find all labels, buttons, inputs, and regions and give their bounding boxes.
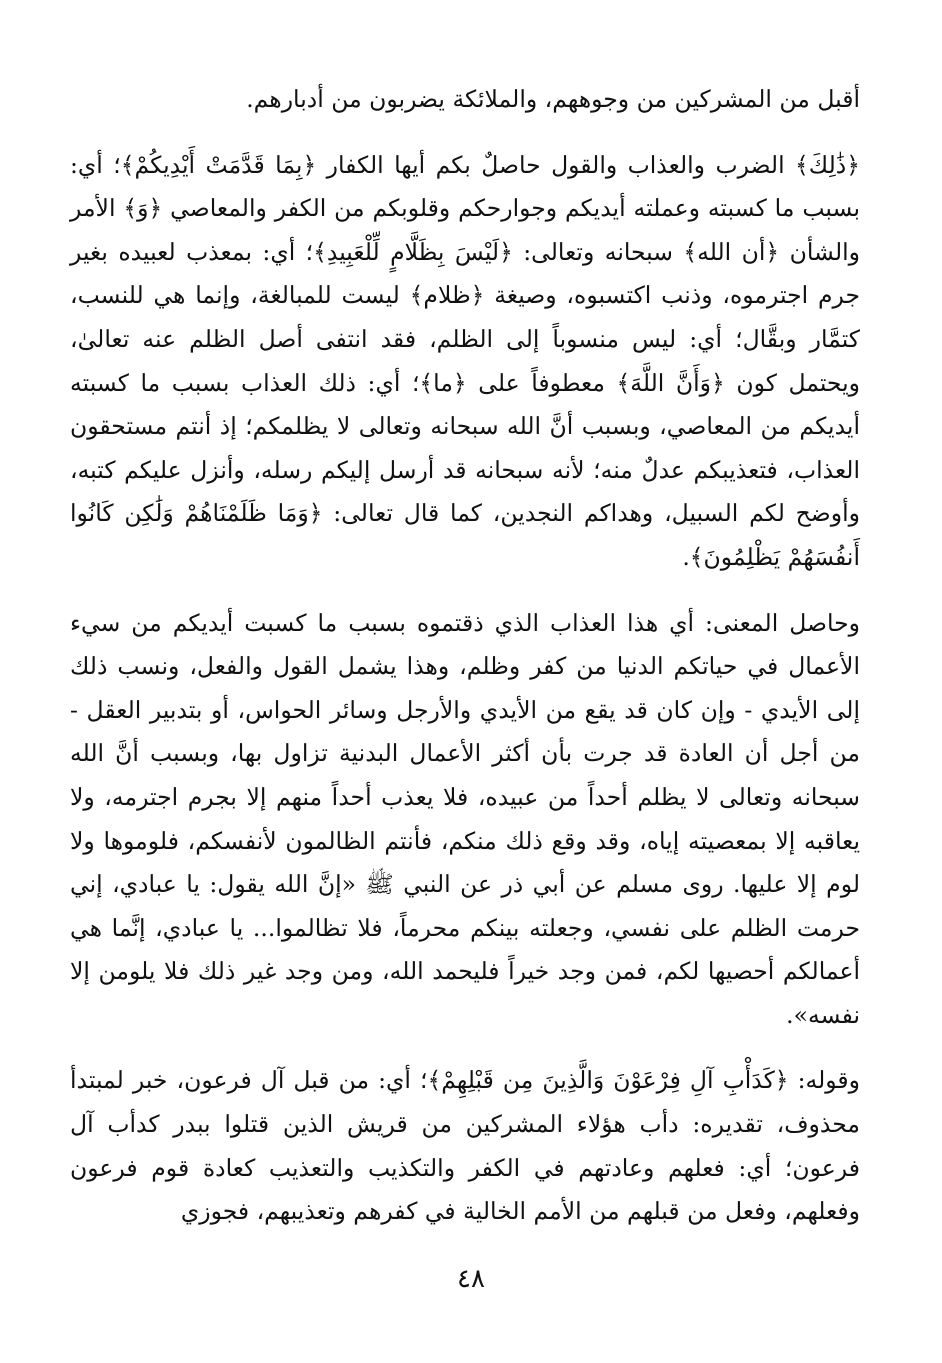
page-text-block [70,78,860,1234]
paragraph-continuation: أقبل من المشركين من وجوههم، والملائكة يضربون من أدبارهم. [246,85,860,113]
page-number: ٤٨ [457,1264,485,1294]
paragraph-dhalika: ﴿ذَٰلِكَ﴾ الضرب والعذاب والقول حاصلٌ بكم أيها الكفار ﴿بِمَا قَدَّمَتْ أَيْدِيكُمْ﴾؛ أي: بسبب ما كسبته وعملته أيديكم وجوارحكم وقلوبكم من الكفر والمعاصي ﴿وَ﴾ الأمر والشأن ﴿أن الله﴾ سبحانه وتعالى: ﴿لَيْسَ بِظَلَّامٍ لِّلْعَبِيدِ﴾؛ أي: بمعذب لعبيده بغير جرم اجترموه، وذنب اكتسبوه، وصيغة ﴿ظلام﴾ ليست للمبالغة، وإنما هي للنسب، كتمَّار وبقَّال؛ أي: ليس منسوباً إلى الظلم، فقد انتفى أصل الظلم عنه تعالىٰ، ويحتمل كون ﴿وَأَنَّ اللَّهَ﴾ معطوفاً على ﴿ما﴾؛ أي: ذلك العذاب بسبب ما كسبته أيديكم من المعاصي، وبسبب أنَّ الله سبحانه وتعالى لا يظلمكم؛ إذ أنتم مستحقون العذاب، فتعذيبكم عدلٌ منه؛ لأنه سبحانه قد أرسل إليكم رسله، وأنزل عليكم كتبه، وأوضح لكم السبيل، وهداكم النجدين، كما قال تعالى: ﴿وَمَا ظَلَمْنَاهُمْ وَلَٰكِن كَانُوا أَنفُسَهُمْ يَظْلِمُونَ﴾. [70,150,860,571]
paragraph-meaning-summary: وحاصل المعنى: أي هذا العذاب الذي ذقتموه بسبب ما كسبت أيديكم من سيء الأعمال في حياتكم الدنيا من كفر وظلم، وهذا يشمل القول والفعل، ونسب ذلك إلى الأيدي - وإن كان قد يقع من الأيدي والأرجل وسائر الحواس، أو بتدبير العقل - من أجل أن العادة قد جرت بأن أكثر الأعمال البدنية تزاول بها، وبسبب أنَّ الله سبحانه وتعالى لا يظلم أحداً من عبيده، فلا يعذب أحداً منهم إلا بجرم اجترمه، ولا يعاقبه إلا بمعصيته إياه، وقد وقع ذلك منكم، فأنتم الظالمون لأنفسكم، فلوموها ولا لوم إلا عليها. روى مسلم عن أبي ذر عن النبي ﷺ «إنَّ الله يقول: يا عبادي، إني حرمت الظلم على نفسي، وجعلته بينكم محرماً، فلا تظالموا... يا عبادي، إنَّما هي أعمالكم أحصيها لكم، فمن وجد خيراً فليحمد الله، ومن وجد غير ذلك فلا يلومن إلا نفسه». [70,608,860,1029]
paragraph-pharaoh: وقوله: ﴿كَدَأْبِ آلِ فِرْعَوْنَ وَالَّذِينَ مِن قَبْلِهِمْ﴾؛ أي: من قبل آل فرعون، خبر لمبتدأ محذوف، تقديره: دأب هؤلاء المشركين من قريش الذين قتلوا ببدر كدأب آل فرعون؛ أي: فعلهم وعادتهم في الكفر والتكذيب والتعذيب كعادة قوم فرعون وفعلهم، وفعل من قبلهم من الأمم الخالية في كفرهم وتعذيبهم، فجوزي [70,1066,860,1226]
